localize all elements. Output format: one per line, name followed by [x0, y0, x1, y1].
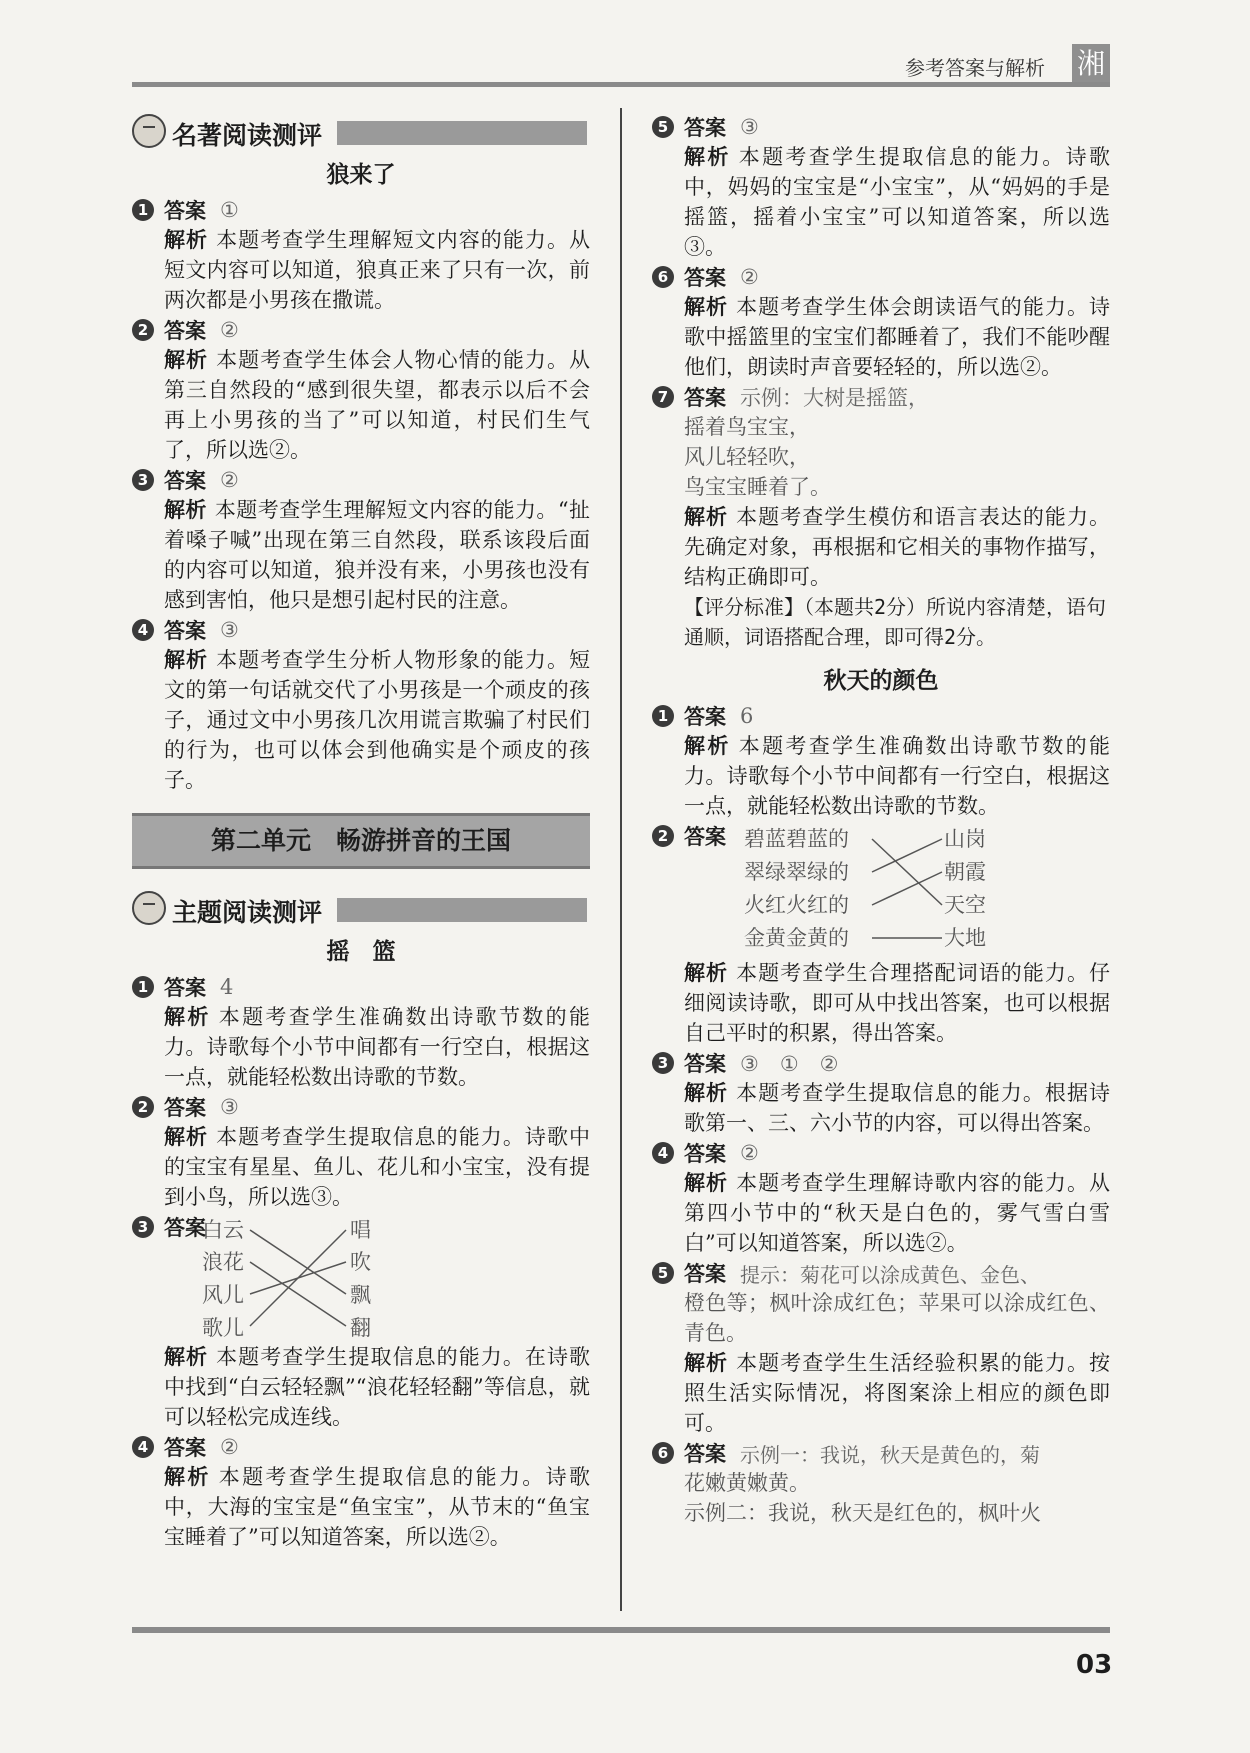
question-number: 3 [652, 1052, 674, 1074]
analysis-text: 解析 本题考查学生合理搭配词语的能力。仔细阅读诗歌，即可从中找出答案，也可以根据自己平时的积累，得出答案。 [684, 961, 1111, 1045]
question-number: 4 [652, 1142, 674, 1164]
analysis-text: 解析 本题考查学生分析人物形象的能力。短文的第一句话就交代了小男孩是一个顽皮的孩子，通过文中小男孩几次用谎言欺骗了村民们的行为，也可以体会到他确实是个顽皮的孩子。 [164, 648, 591, 792]
match-left-word: 火红火红的 [744, 893, 849, 917]
matching-lines [248, 1214, 348, 1344]
qa-item: 2 答案 ③ 解析 本题考查学生提取信息的能力。诗歌中的宝宝有星星、鱼儿、花儿和小宝宝，没有提到小鸟，所以选③。 [132, 1092, 590, 1212]
qa-item: 2 答案 ② 解析 本题考查学生体会人物心情的能力。从第三自然段的“感到很失望，都表示以后不会再上小男孩的当了”可以知道，村民们生气了，所以选②。 [132, 315, 590, 465]
match-right-word: 天空 [944, 893, 986, 917]
analysis-text: 解析 本题考查学生生活经验积累的能力。按照生活实际情况，将图案涂上相应的颜色即可。 [684, 1351, 1111, 1435]
question-number: 3 [132, 1216, 154, 1238]
answer-value: ② [740, 1141, 759, 1165]
question-number: 1 [132, 976, 154, 998]
answer-value: ② [220, 468, 239, 492]
answer-value: ② [740, 265, 759, 289]
question-number: 5 [652, 116, 674, 138]
qa-item: 6 答案 ② 解析 本题考查学生体会朗读语气的能力。诗歌中摇篮里的宝宝们都睡着了，我们不能吵醒他们，朗读时声音要轻轻的，所以选②。 [652, 262, 1110, 382]
answer-value: ② [220, 1435, 239, 1459]
answer-value: ③ ① ② [740, 1052, 839, 1076]
student-avatar-icon [132, 891, 166, 925]
qa-item-matching: 2 答案 碧蓝碧蓝的 翠绿翠绿的 火红火红的 金黄金黄的 山岗 朝霞 天空 大地 解析 本题考查学生合理搭配词语的能力。仔细阅读诗歌，即可从中找出答案，也可以根据自己平时的积累，得出答案。 [652, 821, 1110, 1048]
question-number: 1 [652, 705, 674, 727]
qa-item: 3 答案 ③ ① ② 解析 本题考查学生提取信息的能力。根据诗歌第一、三、六小节的内容，可以得出答案。 [652, 1048, 1110, 1138]
page-number: 03 [1076, 1650, 1113, 1680]
match-left-word: 浪花 [202, 1250, 244, 1274]
answer-value: ③ [740, 115, 759, 139]
question-number: 2 [652, 825, 674, 847]
section-heading-theme: 主题阅读测评 [132, 889, 590, 929]
match-right-word: 山岗 [944, 827, 986, 851]
answer-value: 4 [220, 975, 234, 999]
student-avatar-icon [132, 114, 166, 148]
qa-item: 6 答案 示例一：我说，秋天是黄色的，菊 花嫩黄嫩黄。 示例二：我说，秋天是红色的，枫叶火 [652, 1438, 1110, 1528]
match-left-word: 歌儿 [202, 1316, 244, 1340]
answer-value: 6 [740, 704, 754, 728]
analysis-text: 解析 本题考查学生准确数出诗歌节数的能力。诗歌每个小节中间都有一行空白，根据这一点，就能轻松数出诗歌的节数。 [164, 1005, 591, 1089]
scoring-criteria: 【评分标准】（本题共2分）所说内容清楚，语句通顺，词语搭配合理，即可得2分。 [684, 595, 1107, 649]
answer-example-two: 示例二：我说，秋天是红色的，枫叶火 [684, 1501, 1041, 1525]
qa-item: 1 答案 6 解析 本题考查学生准确数出诗歌节数的能力。诗歌每个小节中间都有一行空白，根据这一点，就能轻松数出诗歌的节数。 [652, 701, 1110, 821]
analysis-text: 解析 本题考查学生体会朗读语气的能力。诗歌中摇篮里的宝宝们都睡着了，我们不能吵醒他们，朗读时声音要轻轻的，所以选②。 [684, 295, 1111, 379]
analysis-text: 解析 本题考查学生提取信息的能力。根据诗歌第一、三、六小节的内容，可以得出答案。 [684, 1081, 1111, 1135]
match-left-word: 白云 [202, 1218, 244, 1242]
answer-value: ③ [220, 618, 239, 642]
qa-item: 7 答案 示例：大树是摇篮， 摇着鸟宝宝， 风儿轻轻吹， 鸟宝宝睡着了。 解析 本题考查学生模仿和语言表达的能力。先确定对象，再根据和它相关的事物作描写，结构正确即可。 【评分标准】（本题共2分）所说内容清楚，语句通顺，词语搭配合理，即可得2分。 [652, 382, 1110, 652]
left-column [132, 112, 590, 1552]
header-rule [132, 82, 1110, 87]
answer-value: 示例：大树是摇篮， [740, 386, 929, 410]
match-right-word: 唱 [350, 1218, 371, 1242]
qa-item: 4 答案 ③ 解析 本题考查学生分析人物形象的能力。短文的第一句话就交代了小男孩是一个顽皮的孩子，通过文中小男孩几次用谎言欺骗了村民们的行为，也可以体会到他确实是个顽皮的孩子。 [132, 615, 590, 795]
answer-value: ② [220, 318, 239, 342]
qa-item: 5 答案 ③ 解析 本题考查学生提取信息的能力。诗歌中，妈妈的宝宝是“小宝宝”，从“妈妈的手是摇篮，摇着小宝宝”可以知道答案，所以选③。 [652, 112, 1110, 262]
answer-value: 示例一：我说，秋天是黄色的，菊 [740, 1442, 1040, 1467]
heading-bar [337, 898, 587, 922]
column-divider [620, 108, 622, 1611]
question-number: 6 [652, 1442, 674, 1464]
answer-continued: 橙色等；枫叶涂成红色；苹果可以涂成红色、青色。 [684, 1291, 1110, 1345]
match-right-word: 吹 [350, 1250, 371, 1274]
qa-item: 1 答案 4 解析 本题考查学生准确数出诗歌节数的能力。诗歌每个小节中间都有一行空白，根据这一点，就能轻松数出诗歌的节数。 [132, 972, 590, 1092]
right-column [652, 112, 1110, 1528]
section-heading-classics: 名著阅读测评 [132, 112, 590, 152]
unit-banner: 第二单元 畅游拼音的王国 [132, 813, 590, 869]
match-right-word: 翻 [350, 1316, 371, 1340]
question-number: 1 [132, 199, 154, 221]
footer-rule [132, 1627, 1110, 1633]
qa-item: 4 答案 ② 解析 本题考查学生理解诗歌内容的能力。从第四小节中的“秋天是白色的，雾气雪白雪白”可以知道答案，所以选②。 [652, 1138, 1110, 1258]
analysis-text: 解析 本题考查学生理解诗歌内容的能力。从第四小节中的“秋天是白色的，雾气雪白雪白”可以知道答案，所以选②。 [684, 1171, 1111, 1255]
match-left-word: 金黄金黄的 [744, 926, 849, 950]
heading-bar [337, 121, 587, 145]
match-left-word: 碧蓝碧蓝的 [744, 827, 849, 851]
analysis-text: 解析 本题考查学生准确数出诗歌节数的能力。诗歌每个小节中间都有一行空白，根据这一点，就能轻松数出诗歌的节数。 [684, 734, 1111, 818]
header-title: 参考答案与解析 [905, 56, 1045, 80]
question-number: 6 [652, 266, 674, 288]
article-title: 狼来了 [326, 162, 396, 188]
header-badge: 湘 [1072, 44, 1110, 84]
question-number: 4 [132, 619, 154, 641]
article-title: 秋天的颜色 [823, 668, 939, 694]
analysis-text: 解析 本题考查学生提取信息的能力。诗歌中，大海的宝宝是“鱼宝宝”，从节末的“鱼宝宝睡着了”可以知道答案，所以选②。 [164, 1465, 591, 1549]
analysis-text: 解析 本题考查学生理解短文内容的能力。从短文内容可以知道，狼真正来了只有一次，前两次都是小男孩在撒谎。 [164, 228, 591, 312]
qa-item: 3 答案 ② 解析 本题考查学生理解短文内容的能力。“扯着嗓子喊”出现在第三自然段，联系该段后面的内容可以知道，狼并没有来，小男孩也没有感到害怕，他只是想引起村民的注意。 [132, 465, 590, 615]
article-title: 摇 篮 [326, 939, 396, 965]
qa-item: 1 答案 ① 解析 本题考查学生理解短文内容的能力。从短文内容可以知道，狼真正来了只有一次，前两次都是小男孩在撒谎。 [132, 195, 590, 315]
match-right-word: 大地 [944, 926, 986, 950]
analysis-text: 解析 本题考查学生理解短文内容的能力。“扯着嗓子喊”出现在第三自然段，联系该段后面的内容可以知道，狼并没有来，小男孩也没有感到害怕，他只是想引起村民的注意。 [164, 498, 591, 612]
qa-item: 4 答案 ② 解析 本题考查学生提取信息的能力。诗歌中，大海的宝宝是“鱼宝宝”，从节末的“鱼宝宝睡着了”可以知道答案，所以选②。 [132, 1432, 590, 1552]
answer-value: 提示：菊花可以涂成黄色、金色、 [740, 1262, 1040, 1287]
match-right-word: 飘 [350, 1283, 371, 1307]
analysis-text: 解析 本题考查学生提取信息的能力。诗歌中的宝宝有星星、鱼儿、花儿和小宝宝，没有提到小鸟，所以选③。 [164, 1125, 591, 1209]
qa-item-matching: 3 答案 白云 浪花 风儿 歌儿 唱 吹 飘 翻 解析 本题考查学生提取信息的能力。在诗歌中找到“白云轻轻飘”“浪花轻轻翻”等信息，就可以轻松完成连线。 [132, 1212, 590, 1432]
answer-value: ③ [220, 1095, 239, 1119]
question-number: 2 [132, 1096, 154, 1118]
question-number: 5 [652, 1262, 674, 1284]
match-right-word: 朝霞 [944, 860, 986, 884]
matching-lines [870, 823, 944, 953]
question-number: 4 [132, 1436, 154, 1458]
match-left-word: 翠绿翠绿的 [744, 860, 849, 884]
analysis-text: 解析 本题考查学生提取信息的能力。在诗歌中找到“白云轻轻飘”“浪花轻轻翻”等信息，就可以轻松完成连线。 [164, 1345, 591, 1429]
answer-value: ① [220, 198, 239, 222]
analysis-text: 解析 本题考查学生提取信息的能力。诗歌中，妈妈的宝宝是“小宝宝”，从“妈妈的手是摇篮，摇着小宝宝”可以知道答案，所以选③。 [684, 145, 1111, 259]
question-number: 7 [652, 386, 674, 408]
example-poem: 摇着鸟宝宝， 风儿轻轻吹， 鸟宝宝睡着了。 [684, 415, 831, 499]
answer-continued: 花嫩黄嫩黄。 [684, 1471, 810, 1495]
analysis-text: 解析 本题考查学生体会人物心情的能力。从第三自然段的“感到很失望，都表示以后不会再上小男孩的当了”可以知道，村民们生气了，所以选②。 [164, 348, 591, 462]
analysis-text: 解析 本题考查学生模仿和语言表达的能力。先确定对象，再根据和它相关的事物作描写，结构正确即可。 [684, 505, 1111, 589]
match-left-word: 风儿 [202, 1283, 244, 1307]
question-number: 2 [132, 319, 154, 341]
question-number: 3 [132, 469, 154, 491]
qa-item: 5 答案 提示：菊花可以涂成黄色、金色、 橙色等；枫叶涂成红色；苹果可以涂成红色、青色。 解析 本题考查学生生活经验积累的能力。按照生活实际情况，将图案涂上相应的颜色即可。 [652, 1258, 1110, 1438]
